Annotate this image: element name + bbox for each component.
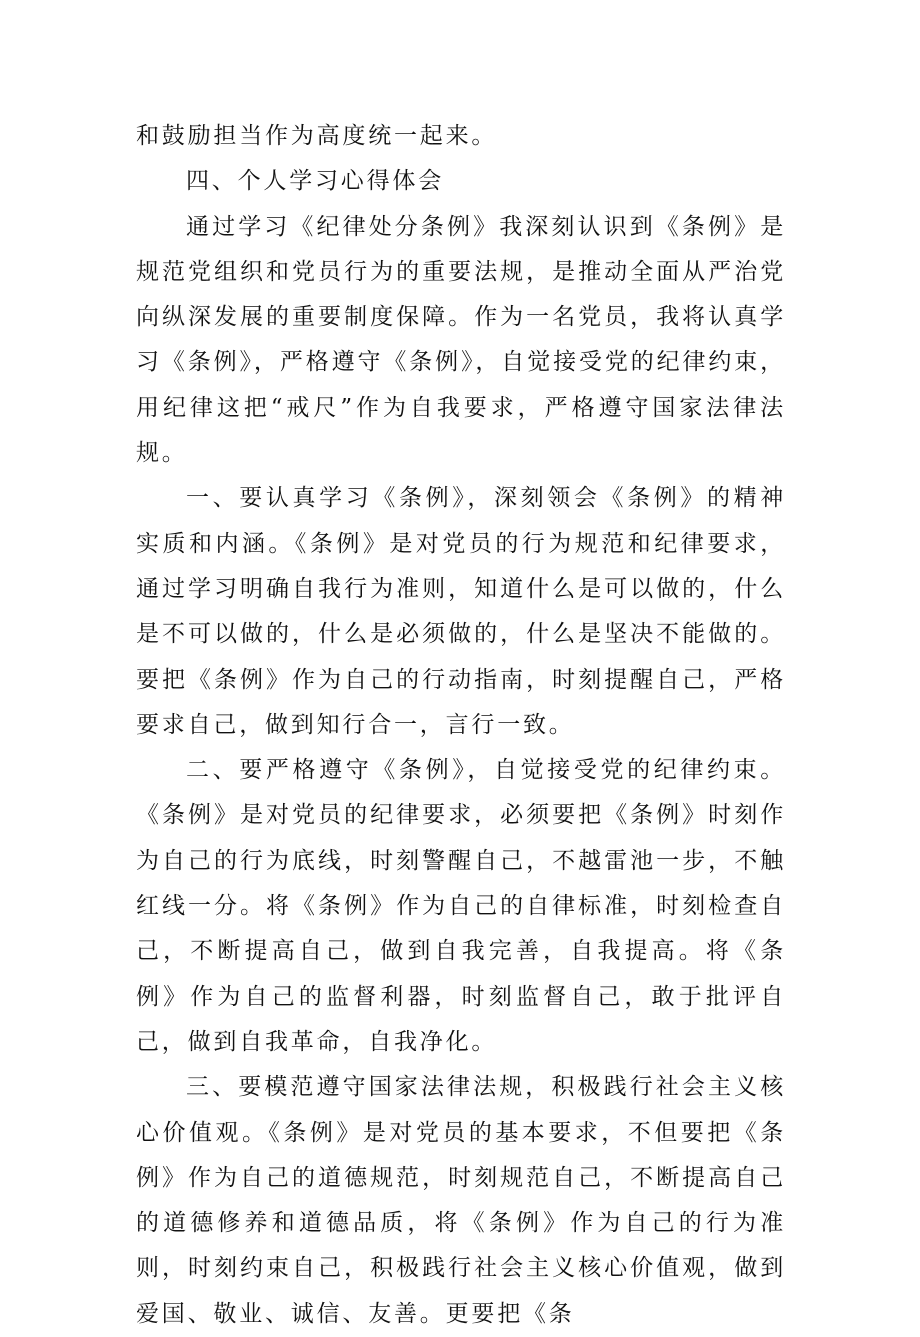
paragraph-point-two: 二、要严格遵守《条例》，自觉接受党的纪律约束。《条例》是对党员的纪律要求，必须要把《条例》时刻作为自己的行为底线，时刻警醒自己，不越雷池一步，不触红线一分。将《条例》作为自己的自律标准，时刻检查自己，不断提高自己，做到自我完善，自我提高。将《条例》作为自己的监督利器，时刻监督自己，敢于批评自己，做到自我革命，自我净化。: [136, 757, 786, 1055]
paragraph-continuation: 和鼓励担当作为高度统一起来。: [136, 123, 498, 149]
section-heading: 四、个人学习心得体会: [186, 168, 444, 195]
paragraph-intro: 通过学习《纪律处分条例》我深刻认识到《条例》是规范党组织和党员行为的重要法规，是推动全面从严治党向纵深发展的重要制度保障。作为一名党员，我将认真学习《条例》，严格遵守《条例》，自觉接受党的纪律约束，用纪律这把“戒尺”作为自我要求，严格遵守国家法律法规。: [136, 213, 786, 467]
document-body: [136, 114, 786, 1337]
paragraph-point-three: 三、要模范遵守国家法律法规，积极践行社会主义核心价值观。《条例》是对党员的基本要求，不但要把《条例》作为自己的道德规范，时刻规范自己，不断提高自己的道德修养和道德品质，将《条例》作为自己的行为准则，时刻约束自己，积极践行社会主义核心价值观，做到爱国、敬业、诚信、友善。更要把《条: [136, 1074, 786, 1327]
paragraph-point-one: 一、要认真学习《条例》，深刻领会《条例》的精神实质和内涵。《条例》是对党员的行为规范和纪律要求，通过学习明确自我行为准则，知道什么是可以做的，什么是不可以做的，什么是必须做的，什么是坚决不能做的。要把《条例》作为自己的行动指南，时刻提醒自己，严格要求自己，做到知行合一，言行一致。: [136, 485, 786, 738]
